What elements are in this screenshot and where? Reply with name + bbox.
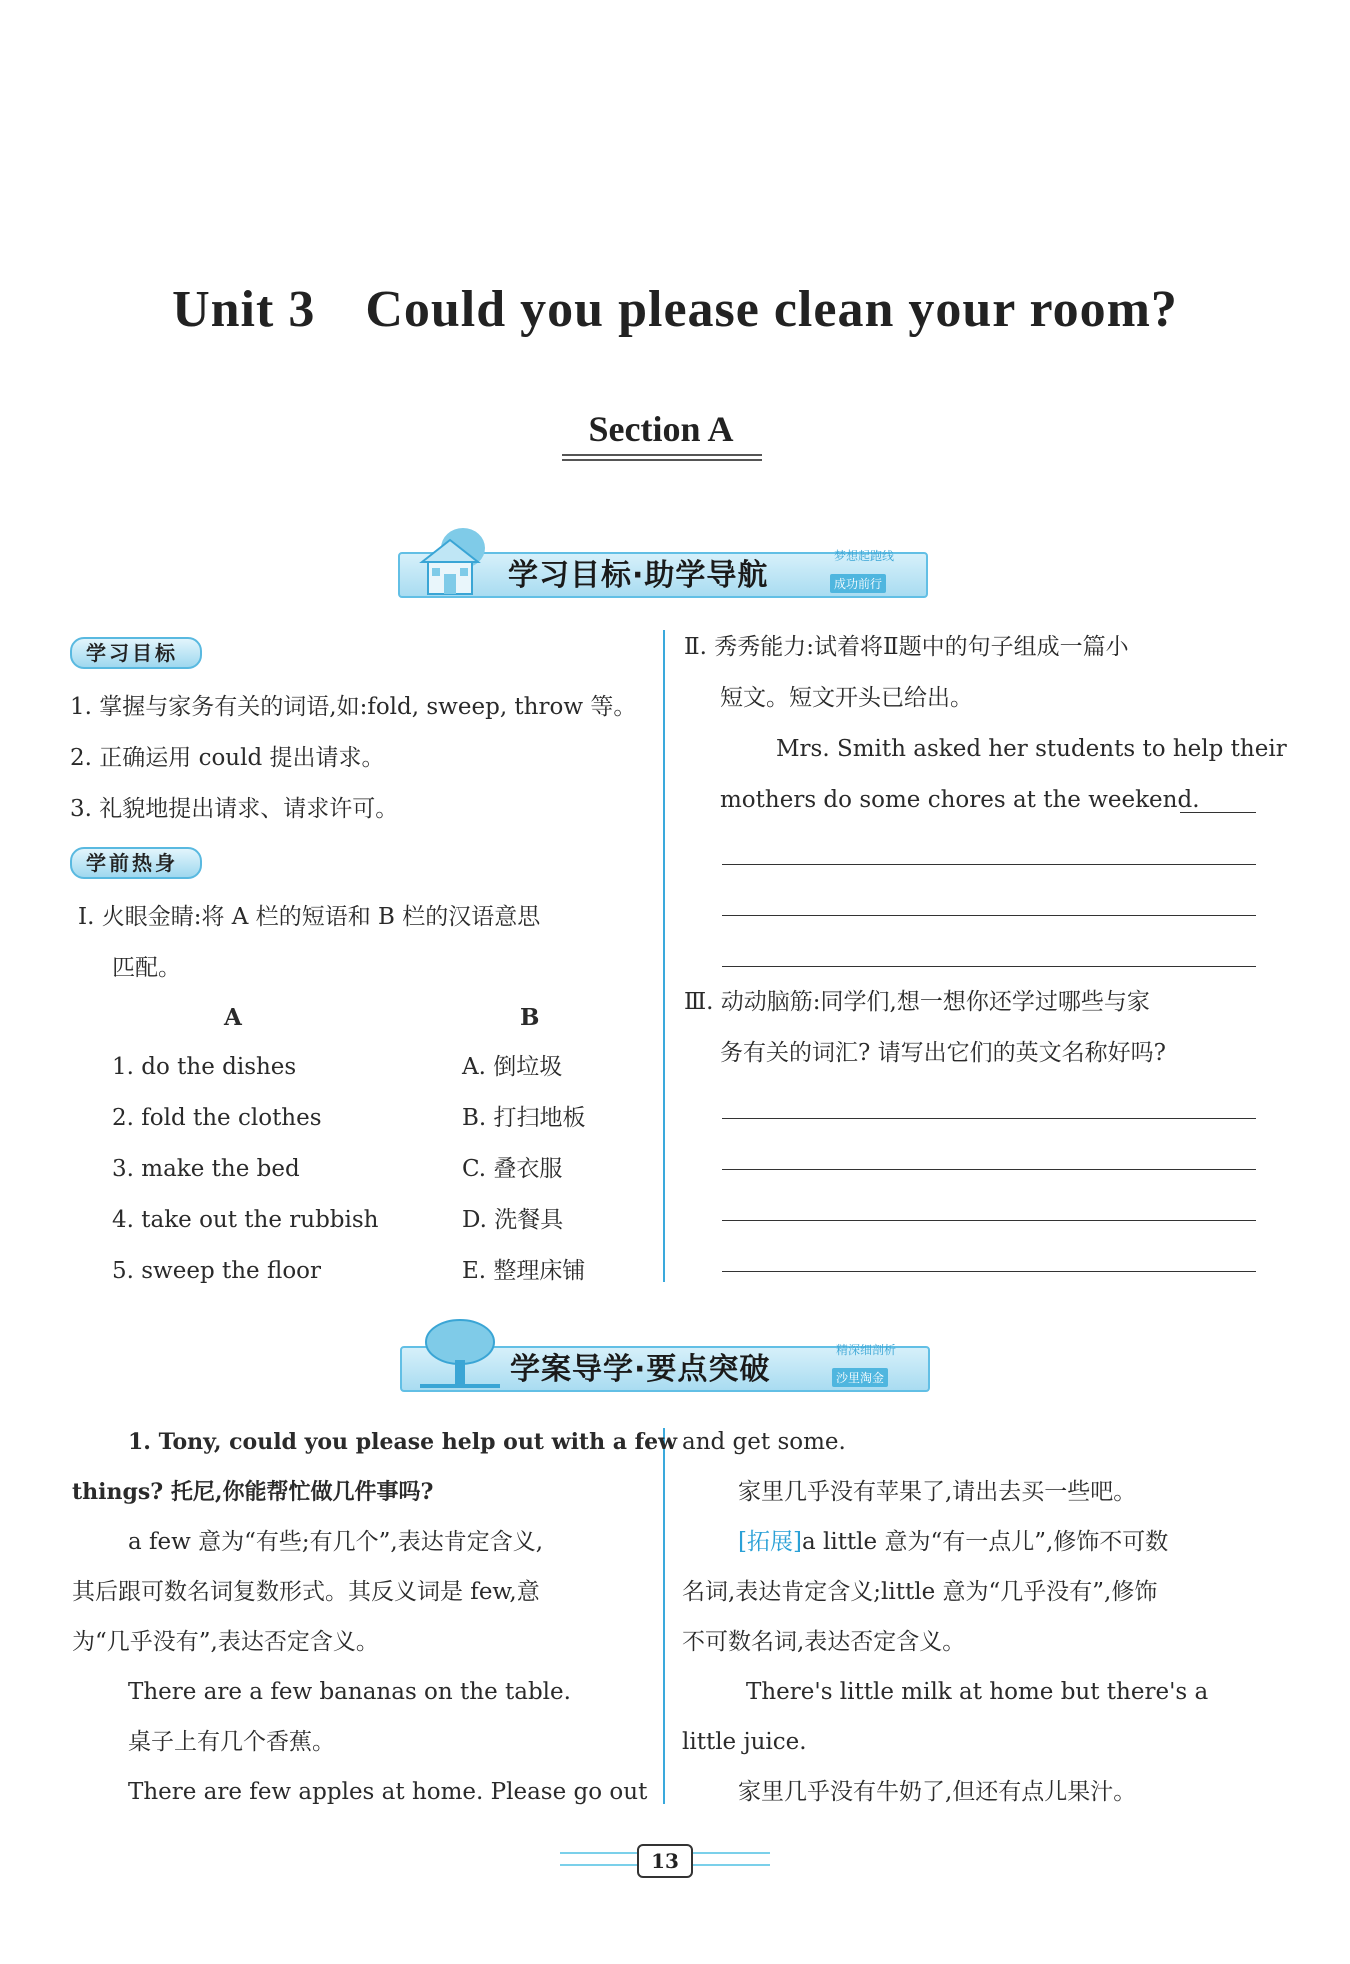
example-sentence: There are a few bananas on the table. xyxy=(128,1679,571,1705)
answer-line[interactable] xyxy=(722,864,1256,865)
banner-slogan-top: 精深细剖析 xyxy=(836,1343,897,1357)
key-point-sentence-cont: things? 托尼,你能帮忙做几件事吗? xyxy=(72,1479,434,1505)
section-underline-1 xyxy=(562,454,762,456)
answer-line[interactable] xyxy=(1180,812,1256,813)
example-sentence-cont: little juice. xyxy=(682,1729,807,1755)
extension-text: 名词,表达肯定含义;little 意为“几乎没有”,修饰 xyxy=(682,1579,1158,1605)
example-sentence: There are few apples at home. Please go out xyxy=(128,1779,648,1805)
passage-opening: Mrs. Smith asked her students to help their xyxy=(776,736,1287,762)
passage-opening-cont: mothers do some chores at the weekend. xyxy=(720,787,1200,813)
example-sentence: There's little milk at home but there's a xyxy=(746,1679,1209,1705)
unit-number: Unit 3 xyxy=(172,281,316,338)
tag-study-goals: 学习目标 xyxy=(70,637,202,669)
column-a-header: A xyxy=(224,1004,242,1031)
key-point-sentence: 1. Tony, could you please help out with a few xyxy=(128,1429,678,1455)
house-icon xyxy=(408,522,508,602)
tree-icon xyxy=(410,1316,510,1396)
unit-title xyxy=(0,280,1350,339)
section-underline-2 xyxy=(562,459,762,461)
example-sentence-cont: and get some. xyxy=(682,1429,846,1455)
banner-label: 学案导学·要点突破 xyxy=(510,1352,771,1387)
page-number: 13 xyxy=(637,1844,693,1878)
banner-study-goals xyxy=(398,522,928,606)
match-b-item: C. 叠衣服 xyxy=(462,1156,563,1182)
unit-title-text: Could you please clean your room? xyxy=(365,281,1178,338)
explanation-text: a few 意为“有些;有几个”,表达肯定含义, xyxy=(128,1529,544,1555)
question-2-text: Ⅱ. 秀秀能力:试着将Ⅱ题中的句子组成一篇小 xyxy=(684,634,1129,660)
question-2-text-cont: 短文。短文开头已给出。 xyxy=(720,685,973,711)
question-3-text-cont: 务有关的词汇? 请写出它们的英文名称好吗? xyxy=(720,1040,1166,1066)
extension-text xyxy=(738,1527,1168,1557)
explanation-text: 其后跟可数名词复数形式。其反义词是 few,意 xyxy=(72,1579,540,1605)
column-divider-bottom xyxy=(663,1428,665,1804)
match-a-item: 3. make the bed xyxy=(112,1156,300,1182)
question-1-text: Ⅰ. 火眼金睛:将 A 栏的短语和 B 栏的汉语意思 xyxy=(78,904,541,930)
match-b-item: E. 整理床铺 xyxy=(462,1258,586,1284)
match-a-item: 1. do the dishes xyxy=(112,1054,297,1080)
answer-line[interactable] xyxy=(722,915,1256,916)
answer-line[interactable] xyxy=(722,966,1256,967)
example-translation: 家里几乎没有牛奶了,但还有点儿果汁。 xyxy=(738,1779,1137,1805)
match-b-item: D. 洗餐具 xyxy=(462,1207,564,1233)
banner-slogan-top: 梦想起跑线 xyxy=(834,549,895,563)
match-b-item: A. 倒垃圾 xyxy=(462,1054,563,1080)
extension-text: 不可数名词,表达否定含义。 xyxy=(682,1629,966,1655)
column-divider-top xyxy=(663,630,665,1282)
answer-line[interactable] xyxy=(722,1118,1256,1119)
example-translation: 桌子上有几个香蕉。 xyxy=(128,1729,335,1755)
match-b-item: B. 打扫地板 xyxy=(462,1105,586,1131)
match-a-item: 2. fold the clothes xyxy=(112,1105,322,1131)
banner-label: 学习目标·助学导航 xyxy=(508,558,769,593)
column-b-header: B xyxy=(520,1004,540,1031)
extension-tag: [拓展] xyxy=(738,1529,802,1555)
explanation-text: 为“几乎没有”,表达否定含义。 xyxy=(72,1629,379,1655)
goal-item: 2. 正确运用 could 提出请求。 xyxy=(70,745,385,771)
example-translation: 家里几乎没有苹果了,请出去买一些吧。 xyxy=(738,1479,1137,1505)
match-a-item: 5. sweep the floor xyxy=(112,1258,322,1284)
goal-item: 1. 掌握与家务有关的词语,如:fold, sweep, throw 等。 xyxy=(70,694,637,720)
answer-line[interactable] xyxy=(722,1169,1256,1170)
tag-warmup: 学前热身 xyxy=(70,847,202,879)
section-heading: Section A xyxy=(588,409,734,449)
goal-item: 3. 礼貌地提出请求、请求许可。 xyxy=(70,796,399,822)
banner-slogan-bottom: 沙里淘金 xyxy=(832,1368,888,1387)
question-3-text: Ⅲ. 动动脑筋:同学们,想一想你还学过哪些与家 xyxy=(684,989,1150,1015)
banner-slogan-bottom: 成功前行 xyxy=(830,574,886,593)
answer-line[interactable] xyxy=(722,1220,1256,1221)
answer-line[interactable] xyxy=(722,1271,1256,1272)
question-1-text-cont: 匹配。 xyxy=(112,955,181,981)
banner-guided-study xyxy=(400,1316,930,1400)
extension-body: a little 意为“有一点儿”,修饰不可数 xyxy=(801,1529,1169,1555)
match-a-item: 4. take out the rubbish xyxy=(112,1207,379,1233)
